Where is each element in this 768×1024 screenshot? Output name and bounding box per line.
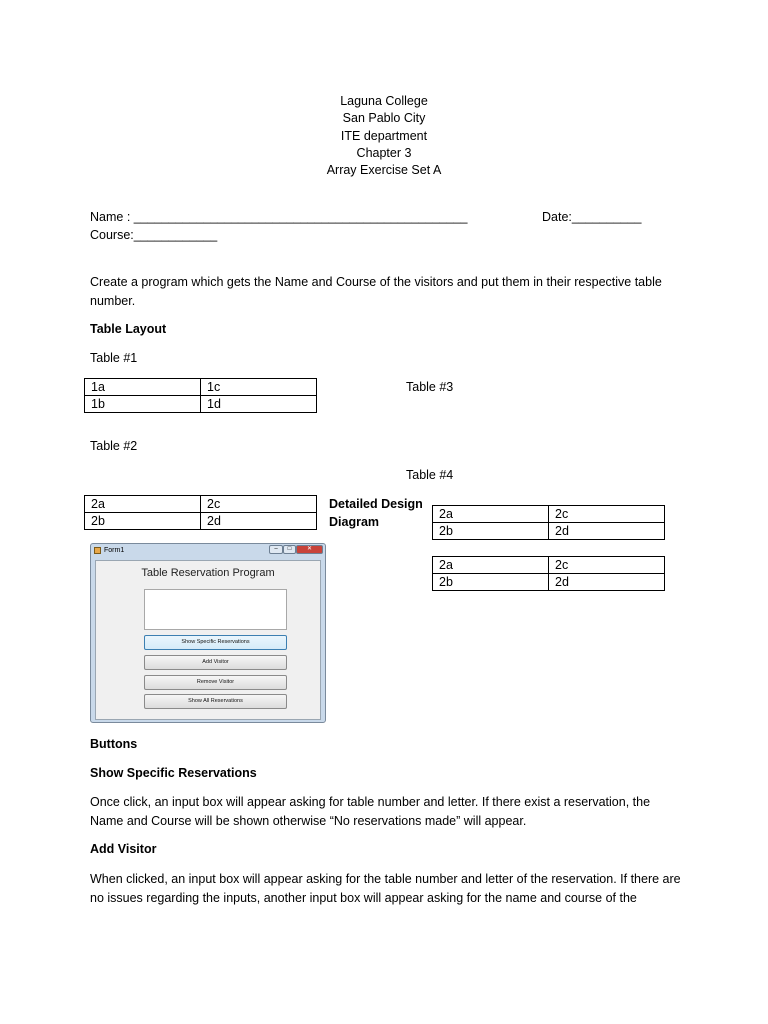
table-row xyxy=(85,513,317,530)
table-cell: 2c xyxy=(201,496,317,513)
table2-label: Table #2 xyxy=(90,439,138,453)
department-name: ITE department xyxy=(340,128,428,143)
reservation-textbox xyxy=(144,589,287,630)
diagram-label: Diagram xyxy=(329,515,380,529)
table1-label: Table #1 xyxy=(90,351,138,365)
table-cell: 2c xyxy=(549,557,665,574)
table4 xyxy=(432,556,665,591)
table-cell: 2d xyxy=(549,523,665,540)
document-header xyxy=(0,93,768,179)
name-field: Name : ________________________________________________ xyxy=(90,210,468,224)
table-cell: 2c xyxy=(549,506,665,523)
show-all-reservations-button: Show All Reservations xyxy=(144,694,287,709)
form-window-screenshot xyxy=(90,543,326,723)
show-specific-reservations-button: Show Specific Reservations xyxy=(144,635,287,650)
exercise-title: Array Exercise Set A xyxy=(326,163,442,178)
window-title: Form1 xyxy=(104,547,125,554)
table-row xyxy=(85,396,317,413)
table-row xyxy=(85,496,317,513)
table-cell: 1d xyxy=(201,396,317,413)
table-cell: 2b xyxy=(85,513,201,530)
remove-visitor-button: Remove Visitor xyxy=(144,675,287,690)
window-titlebar xyxy=(91,544,325,558)
form-title: Table Reservation Program xyxy=(141,567,275,579)
table-cell: 2a xyxy=(85,496,201,513)
form-app-icon xyxy=(94,547,101,554)
table-row xyxy=(85,379,317,396)
table-cell: 1c xyxy=(201,379,317,396)
maximize-icon: □ xyxy=(283,545,296,554)
table-row xyxy=(433,523,665,540)
intro-paragraph: Create a program which gets the Name and Course of the visitors and put them in their respective table number. xyxy=(90,275,662,308)
close-icon: ✕ xyxy=(296,545,323,554)
course-field: Course:____________ xyxy=(90,228,218,242)
detailed-design-label: Detailed Design xyxy=(329,497,423,511)
table-cell: 2a xyxy=(433,557,549,574)
add-visitor-heading: Add Visitor xyxy=(90,842,157,856)
table-cell: 2b xyxy=(433,523,549,540)
form-client-area xyxy=(95,560,321,720)
table-row xyxy=(433,557,665,574)
table-cell: 2b xyxy=(433,574,549,591)
minimize-icon: – xyxy=(269,545,283,554)
table-cell: 1a xyxy=(85,379,201,396)
table-cell: 2d xyxy=(201,513,317,530)
table-layout-heading: Table Layout xyxy=(90,322,167,336)
table2 xyxy=(84,495,317,530)
table-cell: 2d xyxy=(549,574,665,591)
table3 xyxy=(432,505,665,540)
show-specific-heading: Show Specific Reservations xyxy=(90,766,257,780)
buttons-heading: Buttons xyxy=(90,737,138,751)
table-cell: 2a xyxy=(433,506,549,523)
table3-label: Table #3 xyxy=(406,380,454,394)
add-visitor-text: When clicked, an input box will appear asking for the table number and letter of the reservation. If there are no issues regarding the inputs, another input box will appear asking for the name and course of the xyxy=(90,872,681,905)
table4-label: Table #4 xyxy=(406,468,454,482)
add-visitor-button: Add Visitor xyxy=(144,655,287,670)
college-name: Laguna College xyxy=(340,94,428,108)
show-specific-text: Once click, an input box will appear asking for table number and letter. If there exist a reservation, the Name and Course will be shown otherwise “No reservations made” will appear. xyxy=(90,795,651,828)
table-row xyxy=(433,574,665,591)
table-row xyxy=(433,506,665,523)
table-cell: 1b xyxy=(85,396,201,413)
city-name: San Pablo City xyxy=(342,111,426,126)
date-field: Date:__________ xyxy=(542,210,642,224)
table1 xyxy=(84,378,317,413)
chapter-label: Chapter 3 xyxy=(356,145,412,160)
